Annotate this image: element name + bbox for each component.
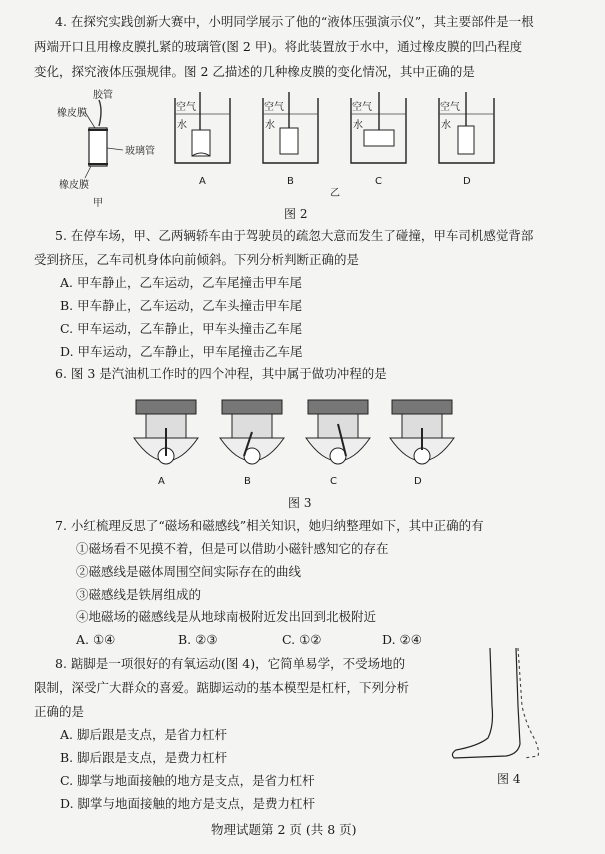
label-glass-tube: 玻璃管 — [125, 146, 155, 157]
label-water-b: 水 — [265, 120, 275, 131]
q7-option-d: D. ②④ — [382, 632, 422, 647]
q7-item-2: ②磁感线是磁体周围空间实际存在的曲线 — [76, 564, 302, 579]
q7-option-c: C. ①② — [282, 632, 322, 647]
page-footer: 物理试题第 2 页 (共 8 页) — [211, 822, 357, 837]
engine-b-label: B — [244, 476, 251, 487]
q7-line1: 7. 小红梳理反思了“磁场和磁感线”相关知识，她归纳整理如下，其中正确的有 — [55, 518, 484, 533]
q6-line1: 6. 图 3 是汽油机工作时的四个冲程，其中属于做功冲程的是 — [55, 366, 387, 381]
q8-line2: 限制，深受广大群众的喜爱。踮脚运动的基本模型是杠杆，下列分析 — [34, 680, 410, 695]
q5-line1: 5. 在停车场，甲、乙两辆轿车由于驾驶员的疏忽大意而发生了碰撞，甲车司机感觉背部 — [55, 228, 534, 243]
q4-line1: 4. 在探究实践创新大赛中，小明同学展示了他的“液体压强演示仪”，其主要部件是一根 — [55, 14, 534, 29]
label-yi: 乙 — [330, 188, 340, 199]
q7-item-3: ③磁感线是铁屑组成的 — [76, 587, 202, 602]
q8-option-c: C. 脚掌与地面接触的地方是支点，是省力杠杆 — [60, 773, 315, 788]
option-b-label: B — [287, 176, 294, 187]
q8-option-d: D. 脚掌与地面接触的地方是支点，是费力杠杆 — [60, 796, 316, 811]
engine-a-label: A — [158, 476, 165, 487]
option-d-label: D — [463, 176, 471, 187]
q7-option-b: B. ②③ — [178, 632, 218, 647]
label-tube: 胶管 — [93, 90, 113, 101]
label-water-d: 水 — [441, 120, 451, 131]
q8-option-b: B. 脚后跟是支点，是费力杠杆 — [60, 750, 228, 765]
option-c-label: C — [375, 176, 382, 187]
q5-option-b: B. 甲车静止，乙车运动，乙车头撞击甲车尾 — [60, 298, 303, 313]
label-water-c: 水 — [353, 120, 363, 131]
figure-4-foot — [448, 646, 558, 766]
engine-c-label: C — [330, 476, 337, 487]
q8-line3: 正确的是 — [34, 704, 85, 719]
q5-option-a: A. 甲车静止，乙车运动，乙车尾撞击甲车尾 — [60, 275, 302, 290]
label-membrane-bottom: 橡皮膜 — [59, 180, 89, 191]
q5-option-c: C. 甲车运动，乙车静止，甲车头撞击乙车尾 — [60, 321, 303, 336]
q5-option-d: D. 甲车运动，乙车静止，甲车尾撞击乙车尾 — [60, 344, 303, 359]
figure-2-jia — [55, 88, 155, 208]
option-a-label: A — [199, 176, 206, 187]
label-water-a: 水 — [177, 120, 187, 131]
label-air-d: 空气 — [440, 102, 460, 113]
figure-4-caption: 图 4 — [497, 772, 521, 786]
q8-option-a: A. 脚后跟是支点，是省力杠杆 — [60, 727, 227, 742]
q4-line2: 两端开口且用橡皮膜扎紧的玻璃管(图 2 甲)。将此装置放于水中，通过橡皮膜的凹凸程度 — [34, 39, 523, 54]
figure-3-caption: 图 3 — [288, 496, 312, 510]
engine-d-label: D — [414, 476, 422, 487]
engine-d — [390, 400, 454, 487]
label-jia: 甲 — [93, 198, 103, 209]
q5-line2: 受到挤压，乙车司机身体向前倾斜。下列分析判断正确的是 — [34, 252, 360, 267]
figure-2-caption: 图 2 — [284, 207, 308, 221]
engine-c — [306, 400, 370, 487]
label-membrane-top: 橡皮膜 — [57, 108, 87, 119]
label-air-c: 空气 — [352, 102, 372, 113]
label-air-a: 空气 — [176, 102, 196, 113]
q4-line3: 变化，探究液体压强规律。图 2 乙描述的几种橡皮膜的变化情况，其中正确的是 — [34, 64, 475, 79]
figure-2-yi — [170, 88, 500, 198]
beaker-d — [439, 92, 494, 187]
q7-item-1: ①磁场看不见摸不着，但是可以借助小磁针感知它的存在 — [76, 541, 389, 556]
beaker-c — [351, 92, 406, 187]
q7-item-4: ④地磁场的磁感线是从地球南极附近发出回到北极附近 — [76, 609, 377, 624]
beaker-b — [263, 92, 318, 187]
beaker-a — [175, 92, 230, 187]
figure-3-engines — [128, 388, 448, 488]
engine-a — [134, 400, 198, 487]
label-air-b: 空气 — [264, 102, 284, 113]
q8-line1: 8. 踮脚是一项很好的有氧运动(图 4)，它简单易学，不受场地的 — [55, 656, 406, 671]
q7-option-a: A. ①④ — [76, 632, 116, 647]
engine-b — [220, 400, 284, 487]
